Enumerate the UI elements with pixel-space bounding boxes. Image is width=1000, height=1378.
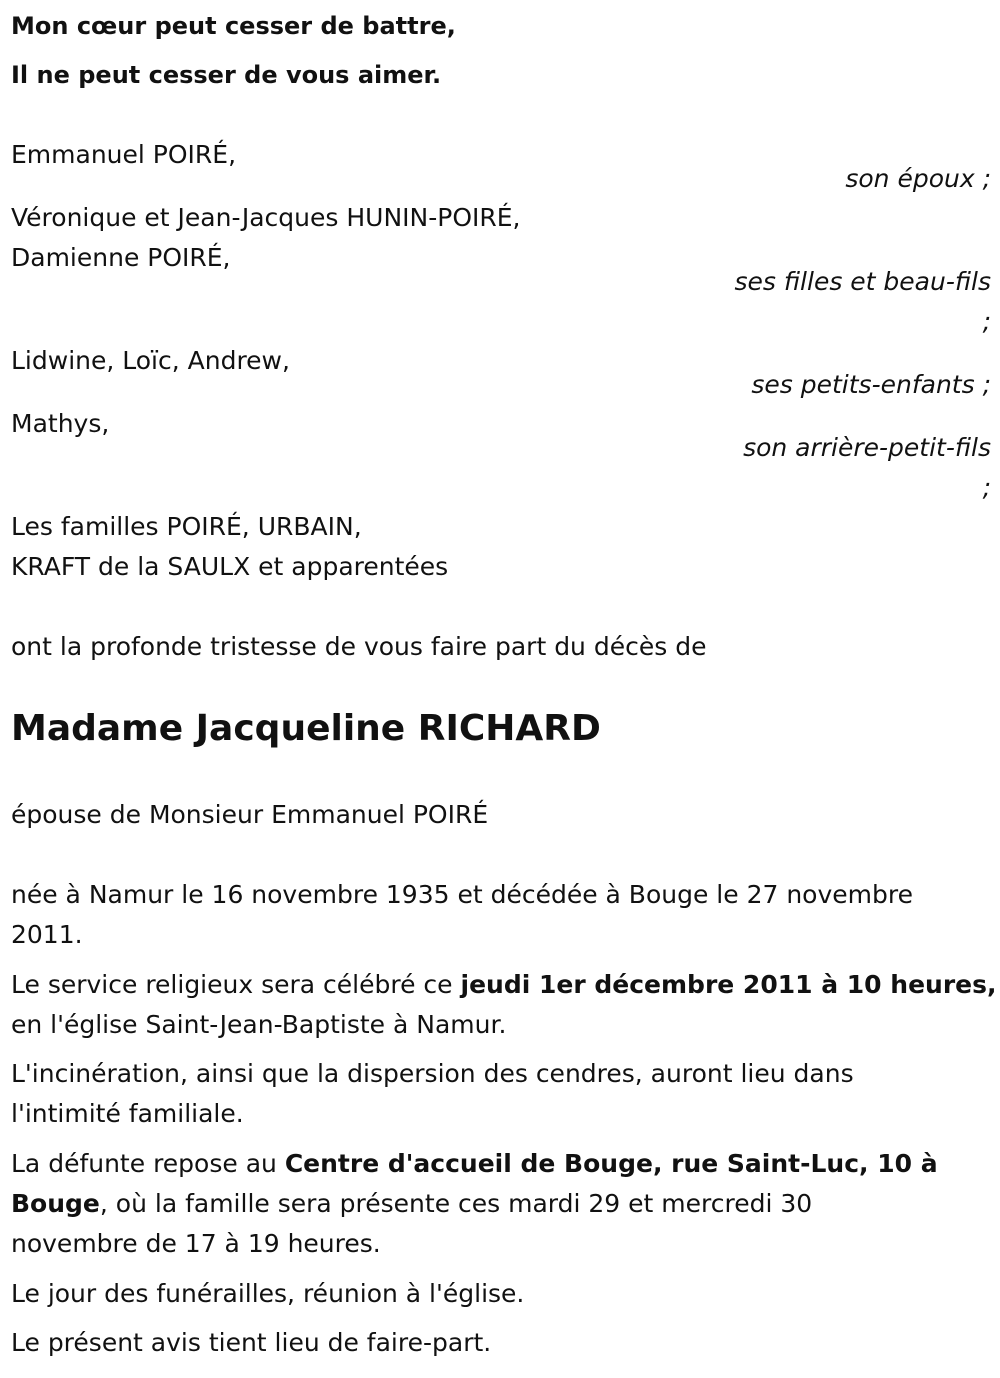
epigraph-line-1: Mon cœur peut cesser de battre, bbox=[11, 12, 456, 40]
repose-line-1 bbox=[11, 1144, 938, 1184]
spouse-of: épouse de Monsieur Emmanuel POIRÉ bbox=[11, 800, 489, 829]
daughter-1: Véronique et Jean-Jacques HUNIN-POIRÉ, bbox=[11, 203, 521, 232]
grandchildren-role: ses petits-enfants ; bbox=[751, 370, 991, 399]
grandchildren: Lidwine, Loïc, Andrew, bbox=[11, 346, 290, 375]
families-line-2: KRAFT de la SAULX et apparentées bbox=[11, 552, 449, 581]
cremation-line-2: l'intimité familiale. bbox=[11, 1099, 244, 1128]
daughters-role: ses filles et beau-fils bbox=[734, 267, 991, 296]
service-date-time: jeudi 1er décembre 2011 à 10 heures, bbox=[460, 970, 997, 999]
great-grandchild-role-end: ; bbox=[982, 473, 991, 502]
repose-line-3: novembre de 17 à 19 heures. bbox=[11, 1229, 381, 1258]
repose-place: Centre d'accueil de Bouge, rue Saint-Luc, 10 à bbox=[284, 1149, 938, 1178]
spouse-name: Emmanuel POIRÉ, bbox=[11, 140, 237, 169]
notice-closing: Le présent avis tient lieu de faire-part. bbox=[11, 1328, 492, 1357]
repose-suffix: , où la famille sera présente ces mardi 29 et mercredi 30 bbox=[99, 1189, 813, 1218]
service-prefix: Le service religieux sera célébré ce bbox=[11, 970, 461, 999]
repose-town: Bouge bbox=[11, 1189, 100, 1218]
deceased-name: Madame Jacqueline RICHARD bbox=[11, 708, 601, 749]
families-line-1: Les familles POIRÉ, URBAIN, bbox=[11, 512, 362, 541]
service-location: en l'église Saint-Jean-Baptiste à Namur. bbox=[11, 1010, 507, 1039]
daughter-2: Damienne POIRÉ, bbox=[11, 243, 231, 272]
cremation-line-1: L'incinération, ainsi que la dispersion des cendres, auront lieu dans bbox=[11, 1059, 854, 1088]
repose-prefix: La défunte repose au bbox=[11, 1149, 285, 1178]
spouse-role: son époux ; bbox=[845, 164, 991, 193]
birth-death-line-2: 2011. bbox=[11, 920, 83, 949]
repose-line-2 bbox=[11, 1184, 812, 1224]
epigraph-line-2: Il ne peut cesser de vous aimer. bbox=[11, 61, 442, 89]
funeral-day: Le jour des funérailles, réunion à l'église. bbox=[11, 1279, 525, 1308]
birth-death-line-1: née à Namur le 16 novembre 1935 et décédée à Bouge le 27 novembre bbox=[11, 880, 913, 909]
great-grandchild-role: son arrière-petit-fils bbox=[743, 433, 991, 462]
announcement-intro: ont la profonde tristesse de vous faire part du décès de bbox=[11, 632, 707, 661]
great-grandchild: Mathys, bbox=[11, 409, 110, 438]
daughters-role-end: ; bbox=[982, 307, 991, 336]
service-line-1 bbox=[11, 965, 997, 1005]
